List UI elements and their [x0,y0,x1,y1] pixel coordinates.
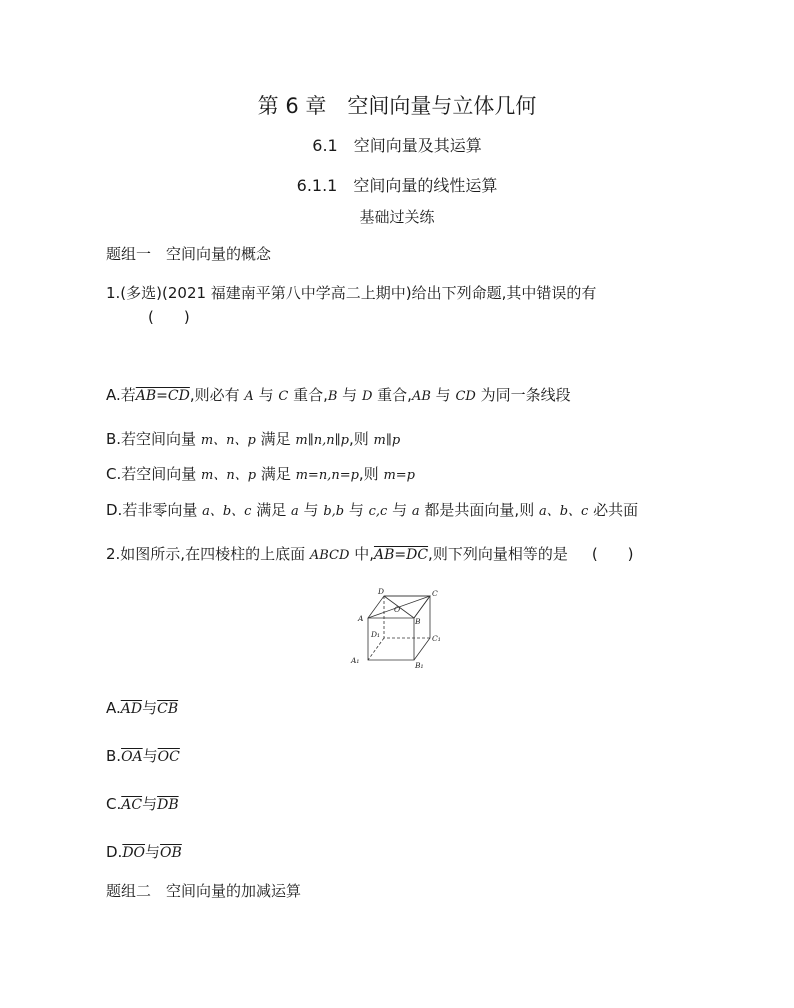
section-title: 6.1 空间向量及其运算 [312,136,482,155]
label-c: C [432,589,438,598]
option-text: 满足 [256,465,296,483]
option-text: 与 [142,747,158,765]
option-text: C.若空间向量 [106,465,202,483]
option-text: D.若非零向量 [106,501,203,519]
math-var: ABCD [309,548,350,563]
math-var: a [411,504,420,519]
label-b: B [415,617,421,626]
math-var: B [327,389,338,404]
math-var: C [278,389,289,404]
math-var: m∥n,n∥p [295,433,349,448]
math-var: m∥p [373,433,401,448]
hidden-edges [384,596,430,638]
chapter-title: 第 6 章 空间向量与立体几何 [257,94,537,118]
question-text: ,则下列向量相等的是 [428,545,568,563]
vector-expression: AB=CD [135,388,190,404]
option-text: 重合, [372,386,412,404]
q1-option-b [106,428,400,449]
label-o: O [394,605,401,614]
option-text: 满足 [255,430,296,448]
q1-option-a [106,384,571,405]
group-heading-1: 题组一 空间向量的概念 [106,245,272,263]
vector: $\overline{AD}$ [120,701,143,717]
question-text: 中, [349,545,374,563]
label-a1: A₁ [351,656,360,665]
option-text: ,则必有 [189,386,245,404]
math-var: b,b [323,504,345,519]
option-text: ,则 [348,430,374,448]
vector: $\overline{DB}$ [157,797,179,813]
top-edges [384,596,430,618]
option-text: 与 [142,699,158,717]
subsection-title: 6.1.1 空间向量的线性运算 [296,176,498,195]
vector: $\overline{OB}$ [160,845,182,861]
option-text: 与 [337,386,362,404]
option-text: 必共面 [588,501,639,519]
vector-expression: AB=DC [373,547,429,563]
option-text: A.若 [106,386,136,404]
math-var: m、n、p [201,468,257,483]
math-var: D [361,389,373,404]
option-text: C. [106,795,122,813]
q1-option-c [106,463,415,484]
option-text: 与 [387,501,412,519]
question-2-stem [106,543,634,564]
exercise-heading: 基础过关练 [359,208,435,226]
option-text: 与 [430,386,456,404]
math-var: a、b、c [538,504,589,519]
option-text: B. [106,747,122,765]
option-text: 都是共面向量,则 [419,501,539,519]
math-var: AB [411,389,431,404]
right-edges [414,596,430,660]
option-text: B.若空间向量 [106,430,201,448]
math-var: m=n,n=p [295,468,359,483]
question-2-bracket: ( ) [591,545,634,563]
label-a: A [358,614,364,623]
q2-option-c [106,793,179,814]
vector: $\overline{AC}$ [121,797,143,813]
option-text: 重合, [288,386,328,404]
vector: $\overline{OA}$ [121,749,143,765]
math-var: A [244,389,254,404]
label-b1: B₁ [415,661,424,670]
q2-option-b [106,745,180,766]
vector: $\overline{DO}$ [122,845,146,861]
question-text: 2.如图所示,在四棱柱的上底面 [106,545,310,563]
q2-option-d [106,841,182,862]
question-1-stem: 1.(多选)(2021 福建南平第八中学高二上期中)给出下列命题,其中错误的有 [106,284,597,302]
front-edges [368,618,414,660]
prism-figure [342,584,450,670]
option-text: 满足 [251,501,291,519]
label-d: D [378,587,385,596]
math-var: m=p [383,468,415,483]
option-text: D. [106,843,123,861]
math-var: a [291,504,299,519]
vector: $\overline{CB}$ [157,701,179,717]
option-text: 与 [142,795,158,813]
label-d1: D₁ [371,630,381,639]
option-text: 与 [145,843,161,861]
vector: $\overline{OC}$ [157,749,180,765]
hidden-edge-d1a1 [368,638,384,660]
q2-option-a [106,697,178,718]
option-text: 与 [344,501,369,519]
q1-option-d [106,499,638,520]
option-text: A. [106,699,121,717]
question-1-bracket: ( ) [148,308,190,326]
option-text: 与 [253,386,279,404]
label-c1: C₁ [432,634,441,643]
math-var: a、b、c [202,504,252,519]
option-text: 与 [298,501,324,519]
option-text: ,则 [358,465,384,483]
math-var: m、n、p [200,433,256,448]
math-var: CD [455,389,476,404]
option-text: 为同一条线段 [475,386,571,404]
math-var: c,c [368,504,388,519]
group-heading-2: 题组二 空间向量的加减运算 [106,882,302,900]
